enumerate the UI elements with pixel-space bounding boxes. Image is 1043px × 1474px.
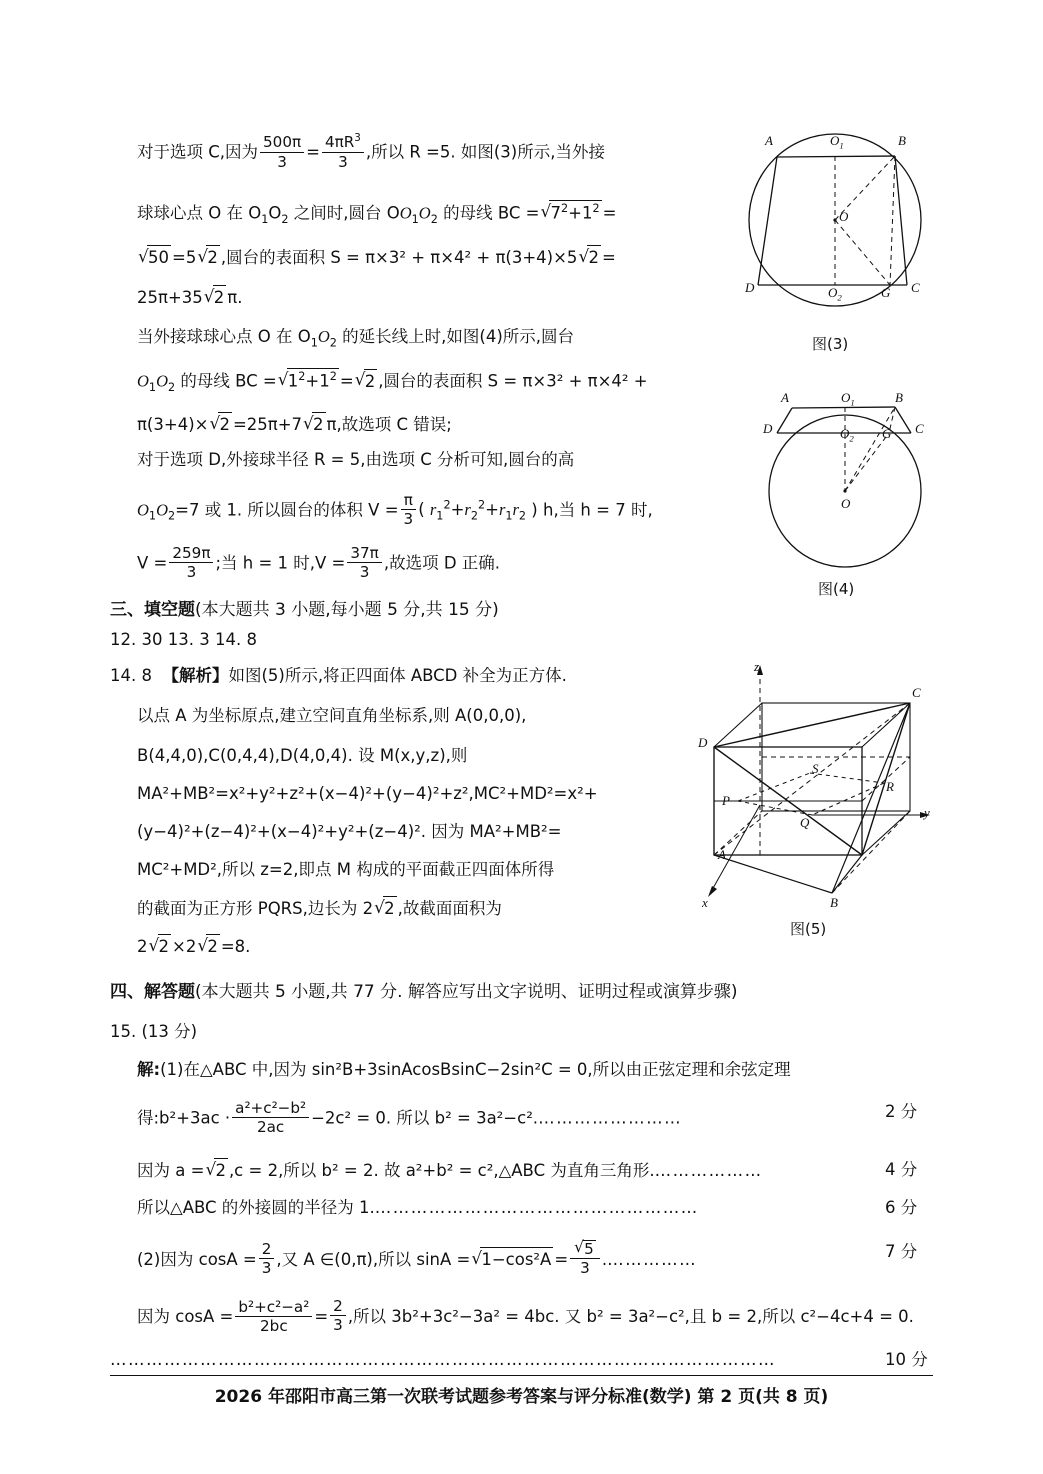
text: ,圆台的表面积 S = π×3² + π×4² + π(3+4)×5	[220, 248, 578, 267]
text: O	[137, 500, 149, 520]
fig5-label-B: B	[830, 895, 838, 910]
section-c-line-3	[137, 245, 616, 270]
sqrt-5: √ 5	[574, 1240, 596, 1258]
text: (y−4)²+(z−4)²+(x−4)²+y²+(z−4)². 因为 MA²+MB²=	[137, 822, 562, 841]
figure-5-caption: 图(5)	[790, 920, 827, 938]
q15-line-2	[137, 1100, 682, 1137]
heading-bold: 四、解答题	[110, 982, 195, 1002]
heading-rest: (本大题共 3 小题,每小题 5 分,共 15 分)	[195, 600, 499, 620]
text: .	[601, 1250, 608, 1270]
fig3-label-G: G	[881, 285, 891, 300]
text: π,故选项 C 错误;	[326, 415, 452, 434]
leader-dots: …………………………………………………………………………………………………	[110, 1350, 776, 1369]
fraction-2-3: $\frac{2}{3}$	[259, 1241, 275, 1278]
q14-line-7	[137, 896, 502, 921]
q14-line-8	[137, 934, 250, 959]
q15-line-4	[137, 1196, 699, 1220]
q14-line-2	[137, 704, 526, 728]
text: ( $r_1^2+r_2^2+r_1r_2$	[418, 498, 527, 523]
text: 之间时,圆台 O	[288, 203, 400, 223]
fraction-a2c2b2-2ac: $\frac{\text{a²+c²−b²}}{2ac}$	[232, 1100, 309, 1137]
text: π(3+4)×	[137, 415, 209, 434]
section-d-line-1	[137, 448, 574, 472]
fig4-label-O1: $O_1$	[841, 390, 855, 408]
text: 15.	[110, 1022, 137, 1041]
text: (1)在△ABC 中,因为 sin²B+3sinAcosBsinC−2sin²C = 0,所以由正弦定理和余弦定理	[160, 1060, 791, 1079]
fig3-label-O: O	[839, 209, 849, 224]
answer-section-heading	[110, 980, 738, 1005]
section-c-line-6: $O_1O_2$ 的母线 BC = √ $1^2+1^2$ = √ 2 ,圆台的表面积 S = π×3² + π×4² +	[137, 368, 648, 396]
fig5-label-R: R	[886, 779, 894, 794]
text: =7 或 1. 所以圆台的体积 V =	[175, 500, 399, 520]
sqrt-2: √ 2	[197, 245, 220, 270]
text: ,圆台的表面积 S = π×3² + π×4² +	[378, 371, 648, 391]
sqrt-7sq-1sq: √ $7^2+1^2$	[540, 200, 601, 225]
sqrt-2g: √ 2	[374, 896, 397, 921]
text: =8.	[220, 937, 251, 956]
text: 对于选项 C,因为	[137, 142, 259, 162]
text: MC²+MD²,所以 z=2,即点 M 构成的平面截正四面体所得	[137, 860, 555, 879]
footer-divider	[110, 1375, 933, 1376]
text: −2c² = 0. 所以 b² = 3a²−c².	[311, 1108, 539, 1128]
sqrt-2j: √ 2	[205, 1158, 228, 1183]
q14-line-6	[137, 858, 554, 882]
q15-line-1	[137, 1058, 791, 1082]
fig5-label-C: C	[912, 685, 921, 700]
fig5-label-y: y	[924, 805, 930, 820]
text: 的截面为正方形 PQRS,边长为 2	[137, 899, 374, 918]
text: ;当 h = 1 时,V =	[215, 553, 346, 573]
figure-5	[672, 655, 942, 915]
q15-score-2	[885, 1100, 917, 1124]
text: π.	[227, 288, 243, 307]
fig3-label-B: B	[898, 133, 906, 148]
text: 对于选项 D,外接球半径 R = 5,由选项 C 分析可知,圆台的高	[137, 450, 575, 469]
text: 6 分	[885, 1198, 918, 1217]
leader-dots: ……………………	[538, 1108, 683, 1128]
text: ,故选项 D 正确.	[383, 553, 501, 573]
figure-4-caption: 图(4)	[818, 580, 855, 598]
text: ) h,当 h = 7 时,	[526, 500, 653, 520]
q15-score-3	[885, 1158, 917, 1182]
fig5-label-z: z	[754, 659, 760, 674]
text: 球球心点 O 在 O	[137, 203, 262, 223]
fig4-label-C: C	[915, 421, 924, 436]
fraction-500pi-3: $\frac{500\pi}{3}$	[260, 134, 304, 171]
sqrt-2d: √ 2	[355, 369, 378, 394]
leader-dots: ……………	[607, 1250, 698, 1270]
leader-dots: ………………………………………………	[374, 1198, 699, 1217]
text: 的母线 BC =	[175, 371, 277, 391]
fig5-label-S: S	[812, 761, 819, 776]
text: 10 分	[885, 1350, 928, 1369]
section-c-line-2: 球球心点 O 在 $O_1O_2$ 之间时,圆台 $OO_1O_2$ 的母线 BC = √ $7^2+1^2$ =	[137, 200, 616, 228]
fig4-label-A: A	[781, 390, 789, 405]
text: 所以△ABC 的外接圆的半径为 1.	[137, 1198, 375, 1217]
fig3-label-O2: $O_2$	[828, 285, 842, 303]
equals: =	[306, 142, 320, 162]
fill-in-blank-answers	[110, 628, 257, 652]
fraction-pi-3: $\frac{\pi}{3}$	[401, 492, 417, 529]
text: V =	[137, 553, 168, 573]
text: 4 分	[885, 1160, 918, 1179]
solution-label: 解:	[137, 1060, 161, 1079]
fig5-label-x: x	[702, 895, 708, 910]
q15-number	[110, 1020, 197, 1044]
text: ,所以 3b²+3c²−3a² = 4bc. 又 b² = 3a²−c²,且 b = 2,所以 c²−4c+4 = 0.	[347, 1307, 914, 1327]
text: =	[314, 1307, 329, 1327]
text: ×2	[172, 937, 197, 956]
section-c-line-4	[137, 285, 242, 310]
text: MA²+MB²=x²+y²+z²+(x−4)²+(y−4)²+z²,MC²+MD²=x²+	[137, 784, 598, 803]
text: 以点 A 为坐标原点,建立空间直角坐标系,则 A(0,0,0),	[137, 706, 527, 725]
text: ,c = 2,所以 b² = 2. 故 a²+b² = c²,△ABC 为直角三角形.	[228, 1161, 655, 1180]
text: O	[137, 371, 149, 391]
text: (2)因为 cosA =	[137, 1250, 257, 1270]
sqrt-1sq-1sq: √ $1^2+1^2$	[278, 368, 339, 393]
sqrt-2i: √ 2	[197, 934, 220, 959]
sqrt-2e: √ 2	[209, 412, 232, 437]
text: O	[268, 203, 282, 223]
figure-3-caption: 图(3)	[812, 335, 849, 353]
text: =25π+7	[232, 415, 303, 434]
fig5-label-Q: Q	[800, 815, 810, 830]
fraction-4piR3-3: $\frac{4\pi R^3}{3}$	[322, 133, 364, 171]
leader-dots: ………………	[654, 1161, 763, 1180]
text: 14. 8	[110, 666, 152, 685]
fig5-label-P: P	[722, 793, 730, 808]
text: 的延长线上时,如图(4)所示,圆台	[336, 327, 575, 346]
fig5-label-D: D	[698, 735, 708, 750]
text: 25π+35	[137, 288, 203, 307]
points: (13 分)	[141, 1022, 198, 1041]
text: 得:b²+3ac ·	[137, 1108, 231, 1128]
sub: 1	[261, 212, 269, 226]
fig3-label-O1: $O_1$	[830, 133, 844, 151]
text: =	[554, 1250, 569, 1270]
text: 因为 a =	[137, 1161, 205, 1180]
fig4-label-O2: $O_2$	[840, 426, 854, 444]
fraction-259pi-3: $\frac{259\pi}{3}$	[169, 545, 213, 582]
q14-line-4	[137, 782, 598, 806]
analysis-label: 【解析】	[162, 666, 229, 685]
fig3-label-D: D	[745, 280, 755, 295]
fig3-label-A: A	[765, 133, 773, 148]
fig4-label-D: D	[763, 421, 773, 436]
q15-line-7-dots	[110, 1348, 776, 1372]
q14-line-3	[137, 744, 467, 768]
text: ,故截面面积为	[397, 899, 502, 918]
section-c-line-5: 当外接球球心点 O 在 $O_1O_2$ 的延长线上时,如图(4)所示,圆台	[137, 327, 575, 350]
figure-4	[745, 388, 945, 568]
text: B(4,4,0),C(0,4,4),D(4,0,4). 设 M(x,y,z),则	[137, 746, 468, 765]
text: 如图(5)所示,将正四面体 ABCD 补全为正方体.	[228, 666, 567, 685]
text: 因为 cosA =	[137, 1307, 234, 1327]
heading-bold: 三、填空题	[110, 600, 195, 620]
heading-rest: (本大题共 5 小题,共 77 分. 解答应写出文字说明、证明过程或演算步骤)	[195, 982, 738, 1002]
section-c-line-7	[137, 412, 452, 437]
fill-in-blank-heading	[110, 598, 499, 623]
q14-line-5	[137, 820, 561, 844]
fraction-b2c2a2-2bc: $\frac{\text{b²+c²−a²}}{2bc}$	[235, 1299, 312, 1336]
fraction-2-3b: $\frac{2}{3}$	[330, 1298, 346, 1335]
text: =	[601, 248, 616, 267]
q15-score-7	[885, 1348, 928, 1372]
text: 2	[137, 937, 148, 956]
sqrt-1-minus-cos2a: √ 1−cos²A	[471, 1247, 553, 1272]
text: =	[602, 203, 617, 223]
section-d-line-3	[137, 545, 500, 582]
text: 7 分	[885, 1242, 918, 1261]
sqrt-2h: √ 2	[149, 934, 172, 959]
section-d-line-2: $O_1O_2=7$ 或 1. 所以圆台的体积 V = $\frac{\pi}{3}$ ( $r_1^2+r_2^2+r_1r_2$ ) h,当 h = 7 时,	[137, 491, 653, 529]
figure-3	[735, 125, 935, 315]
sqrt-2b: √ 2	[578, 245, 601, 270]
fraction-sqrt5-3: √ $\frac{5}{3}$	[570, 1240, 600, 1278]
text: 当外接球球心点 O 在 O	[137, 327, 311, 346]
sub: 2	[281, 212, 289, 226]
text: 2 分	[885, 1102, 918, 1121]
text: 的母线 BC =	[437, 203, 540, 223]
fraction-37pi-3: $\frac{37\pi}{3}$	[347, 545, 381, 582]
text: ,所以 R =5. 如图(3)所示,当外接	[365, 142, 605, 162]
q15-line-3	[137, 1158, 763, 1183]
fig5-label-A: A	[718, 847, 726, 862]
text: ,又 A ∈(0,π),所以 sinA =	[276, 1250, 471, 1270]
sqrt-2f: √ 2	[303, 412, 326, 437]
text: 12. 30 13. 3 14. 8	[110, 630, 257, 649]
fig3-label-C: C	[911, 280, 920, 295]
page-footer: 2026 年邵阳市高三第一次联考试题参考答案与评分标准(数学) 第 2 页(共 8 页)	[214, 1387, 829, 1407]
q15-score-4	[885, 1196, 917, 1220]
section-c-line-1	[137, 133, 605, 171]
fig4-label-O: O	[841, 496, 851, 511]
sqrt-2c: √ 2	[204, 285, 227, 310]
fig4-label-B: B	[895, 390, 903, 405]
q14-line-1	[110, 664, 567, 688]
q15-score-5	[885, 1240, 917, 1264]
num-text: 4πR	[324, 133, 355, 152]
sqrt-50: √ 50	[138, 245, 171, 270]
q15-line-5	[137, 1240, 697, 1278]
text: =5	[172, 248, 197, 267]
fig4-label-G: G	[882, 426, 892, 441]
text: =	[339, 371, 354, 391]
q15-line-6	[137, 1298, 914, 1335]
